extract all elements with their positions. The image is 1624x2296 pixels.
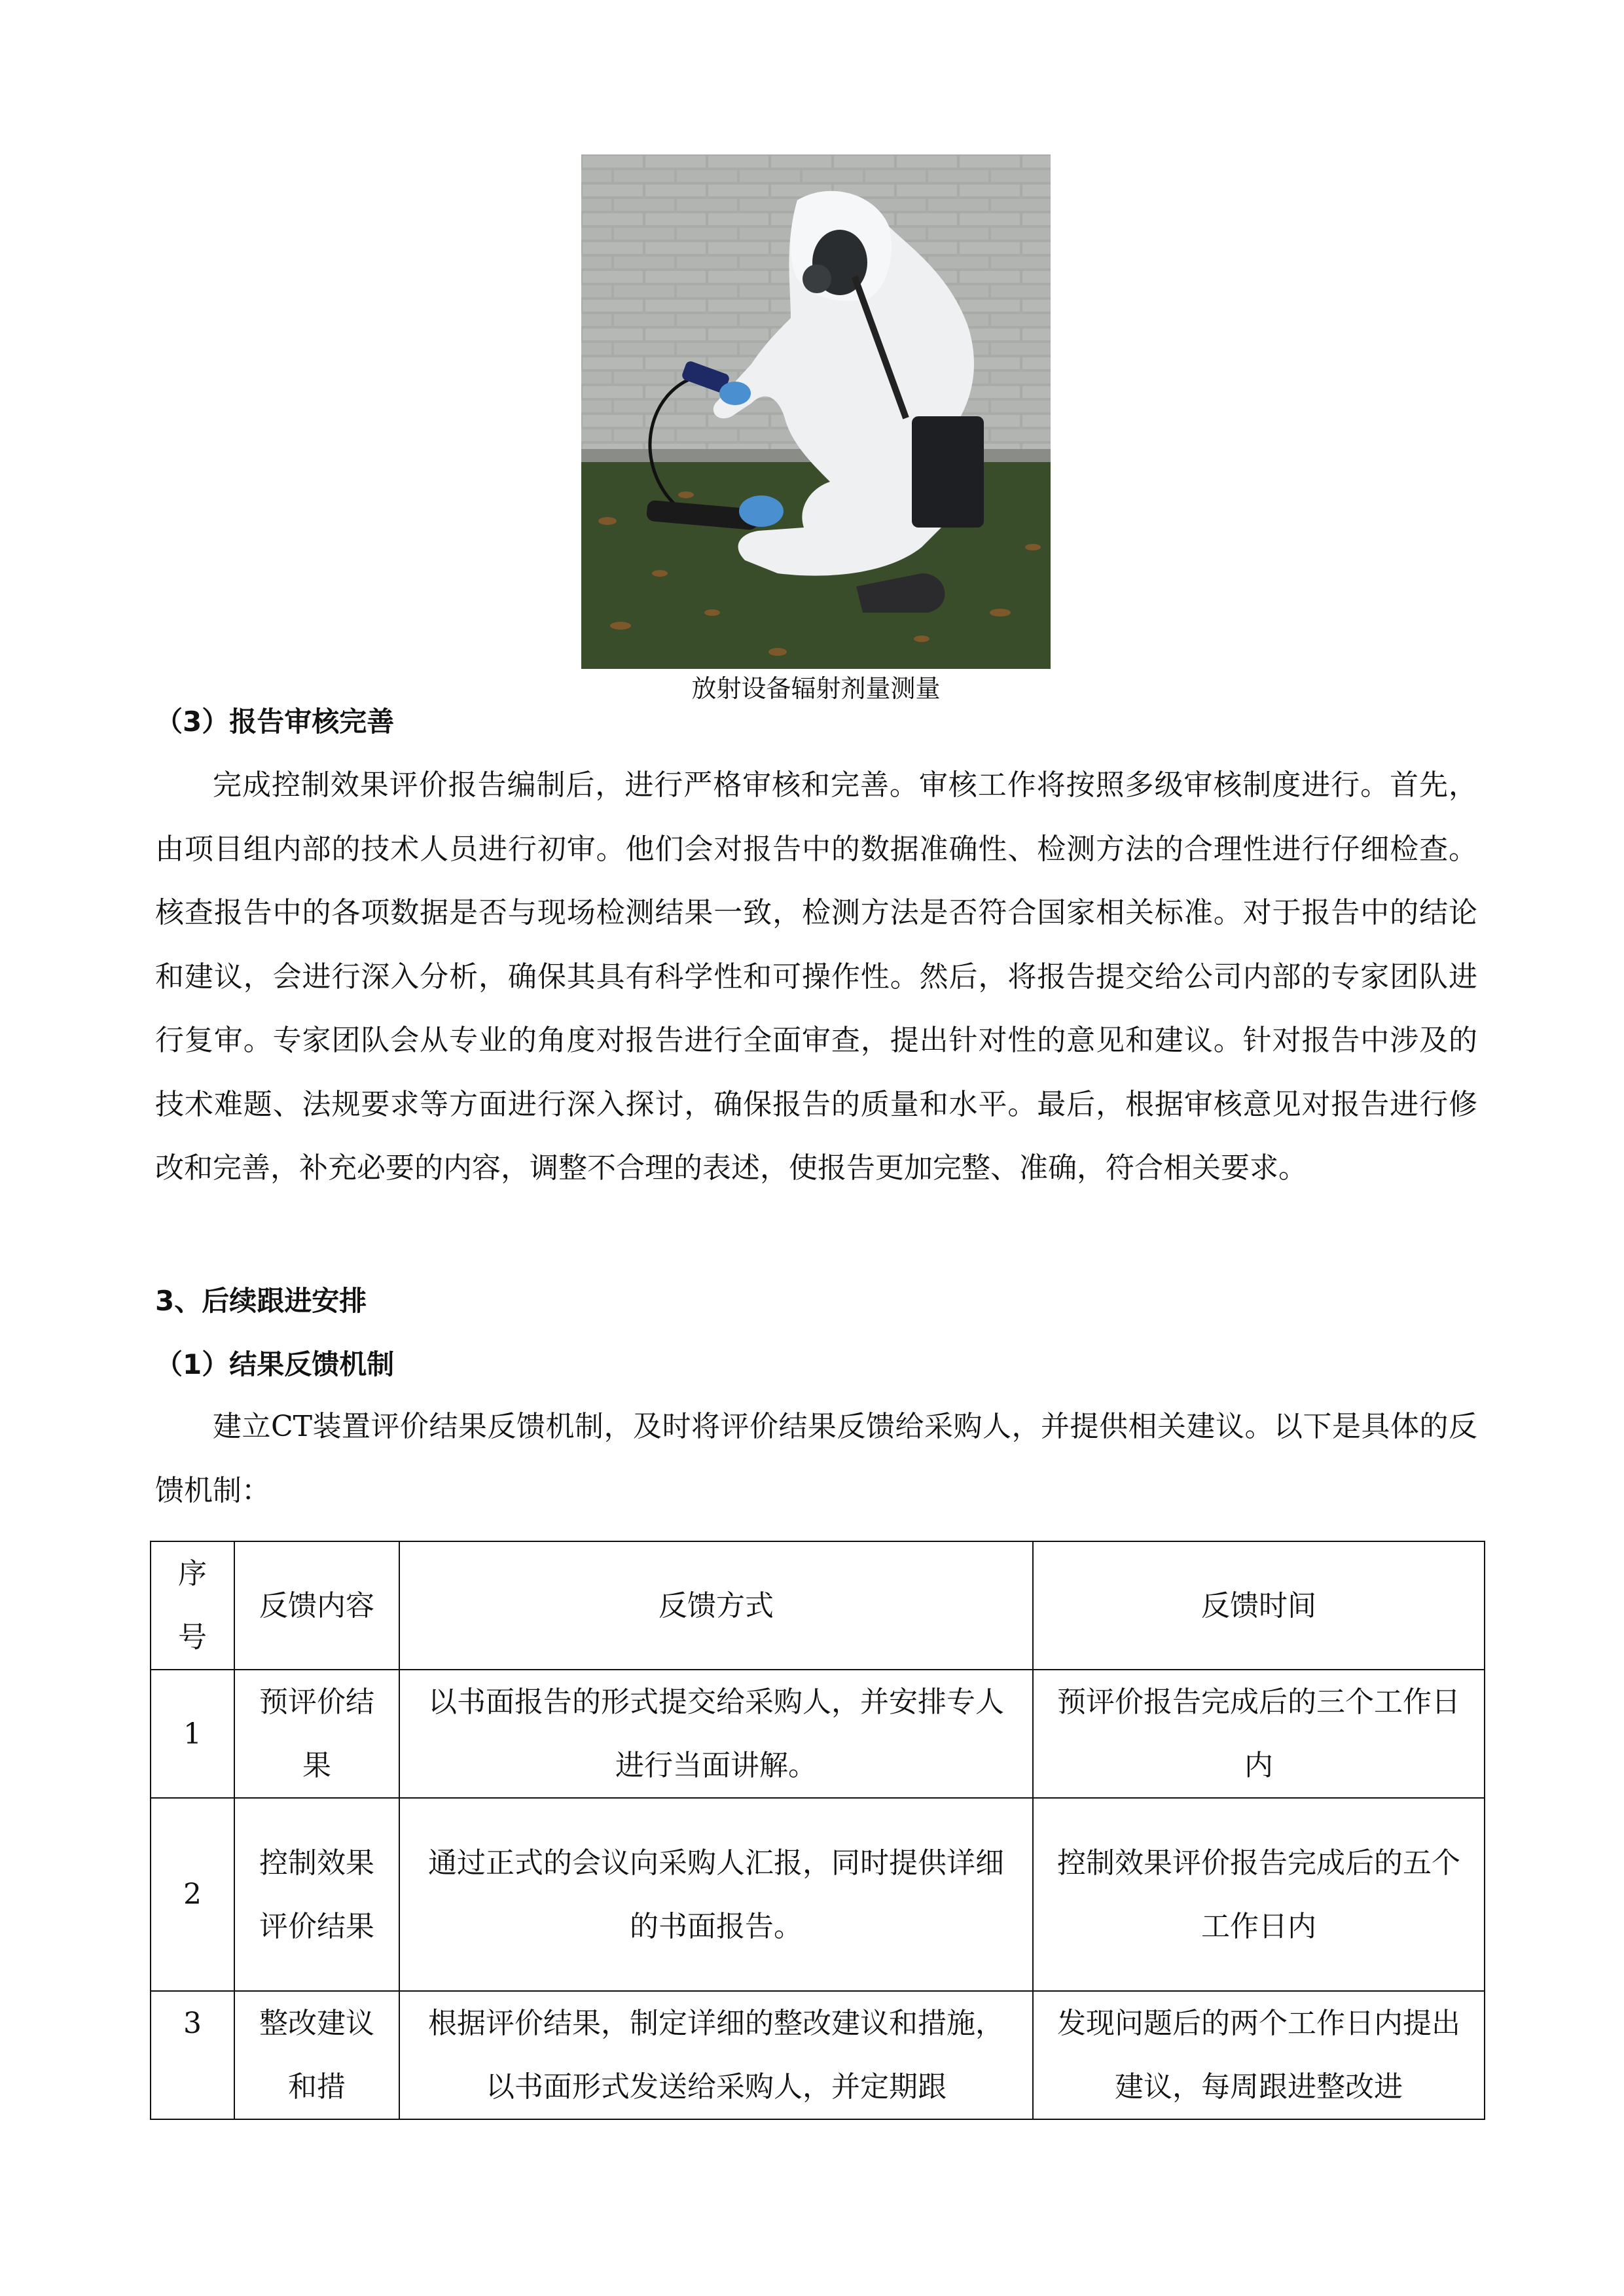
table-header-row: [151, 1541, 1485, 1670]
header-method: 反馈方式: [399, 1541, 1033, 1670]
header-no: 序号: [151, 1541, 234, 1670]
row-method: 根据评价结果，制定详细的整改建议和措施，以书面形式发送给采购人，并定期跟: [399, 1991, 1033, 2119]
section-heading-report-review: （3）报告审核完善: [155, 706, 395, 738]
photo-illustration: [581, 154, 1051, 669]
dosimeter-pouch: [912, 416, 984, 528]
row-content: 整改建议和措: [234, 1991, 399, 2119]
row-no: 2: [151, 1798, 234, 1991]
header-time: 反馈时间: [1033, 1541, 1485, 1670]
row-method: 通过正式的会议向采购人汇报，同时提供详细的书面报告。: [399, 1798, 1033, 1991]
left-glove: [719, 382, 751, 405]
figure-caption: 放射设备辐射剂量测量: [691, 674, 941, 703]
row-content: 控制效果评价结果: [234, 1798, 399, 1991]
row-time: 发现问题后的两个工作日内提出建议，每周跟进整改进: [1033, 1991, 1485, 2119]
table-row: [151, 1670, 1485, 1798]
radiation-measurement-photo: [581, 154, 1051, 669]
table-row: [151, 1798, 1485, 1991]
row-no: 1: [151, 1670, 234, 1798]
section-heading-followup: 3、后续跟进安排: [155, 1285, 367, 1317]
section-heading-feedback: （1）结果反馈机制: [155, 1348, 395, 1380]
row-no: 3: [151, 1991, 234, 2119]
feedback-paragraph: 建立CT装置评价结果反馈机制，及时将评价结果反馈给采购人，并提供相关建议。以下是具体的反馈机制：: [155, 1410, 1477, 1507]
report-review-paragraph: 完成控制效果评价报告编制后，进行严格审核和完善。审核工作将按照多级审核制度进行。首先，由项目组内部的技术人员进行初审。他们会对报告中的数据准确性、检测方法的合理性进行仔细检查。核查报告中的各项数据是否与现场检测结果一致，检测方法是否符合国家相关标准。对于报告中的结论和建议，会进行深入分析，确保其具有科学性和可操作性。然后，将报告提交给公司内部的专家团队进行复审。专家团队会从专业的角度对报告进行全面审查，提出针对性的意见和建议。针对报告中涉及的技术难题、法规要求等方面进行深入探讨，确保报告的质量和水平。最后，根据审核意见对报告进行修改和完善，补充必要的内容，调整不合理的表述，使报告更加完整、准确，符合相关要求。: [155, 768, 1477, 1185]
feedback-mechanism-table: [150, 1541, 1485, 2120]
header-content: 反馈内容: [234, 1541, 399, 1670]
table-row: [151, 1991, 1485, 2119]
row-method: 以书面报告的形式提交给采购人，并安排专人进行当面讲解。: [399, 1670, 1033, 1798]
right-glove: [739, 495, 784, 527]
row-time: 预评价报告完成后的三个工作日内: [1033, 1670, 1485, 1798]
row-content: 预评价结果: [234, 1670, 399, 1798]
row-time: 控制效果评价报告完成后的五个工作日内: [1033, 1798, 1485, 1991]
